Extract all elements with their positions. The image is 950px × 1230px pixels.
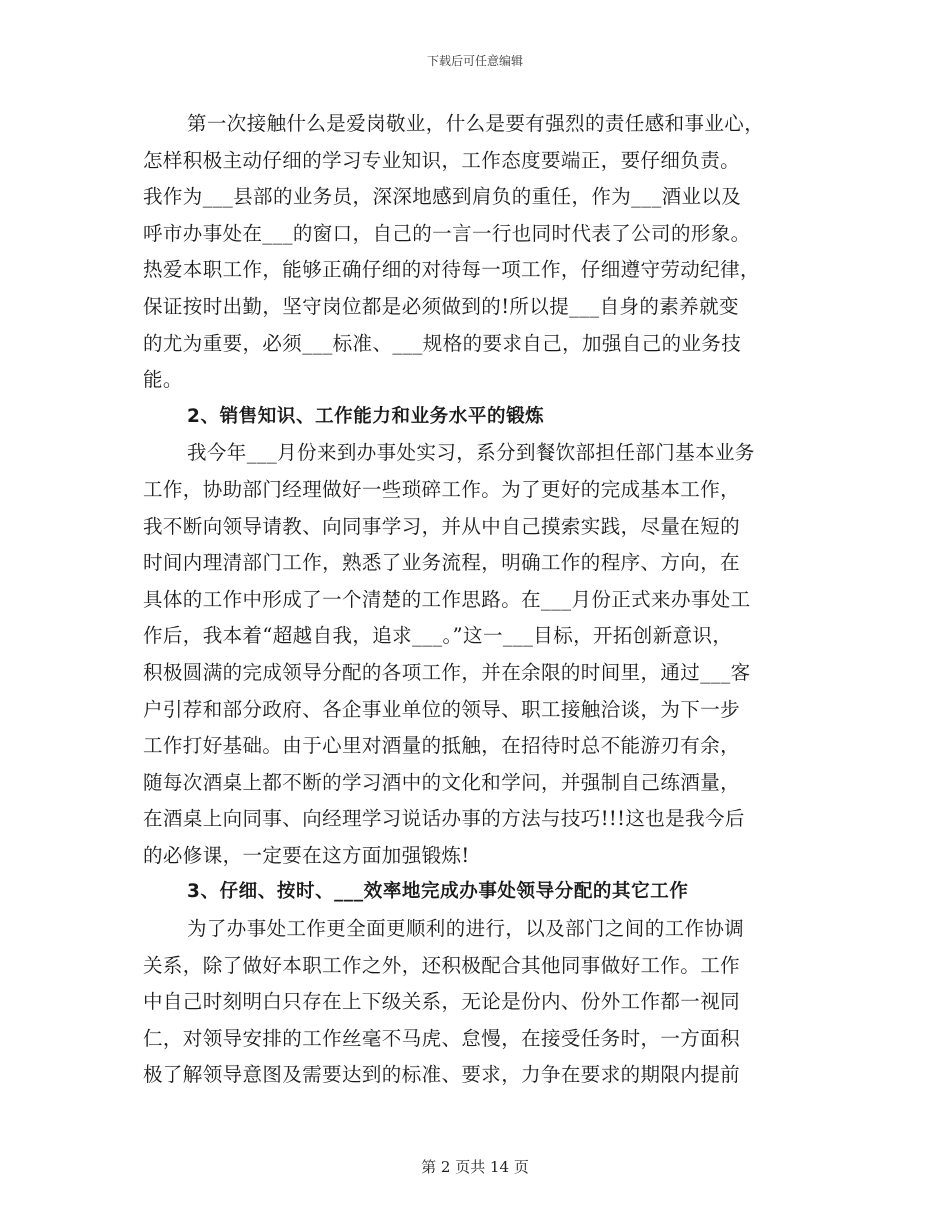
text-line: 关系，除了做好本职工作之外，还积极配合其他同事做好工作。工作 [143,953,741,977]
page-footer: 第 2 页共 14 页 [421,1158,529,1176]
text-line: 作后，我本着“超越自我，追求___。”这一___目标，开拓创新意识， [143,624,733,648]
text-line: 我作为___县部的业务员，深深地感到肩负的重任，作为___酒业以及 [143,185,742,209]
text-line: 在酒桌上向同事、向经理学习说话办事的方法与技巧!!!这也是我今后 [143,807,745,831]
text-line: 工作，协助部门经理做好一些琐碎工作。为了更好的完成基本工作， [143,477,741,501]
text-line: 积极圆满的完成领导分配的各项工作，并在余限的时间里，通过___客 [143,660,751,684]
text-line: 怎样积极主动仔细的学习专业知识，工作态度要端正，要仔细负责。 [143,148,741,172]
text-line: 热爱本职工作，能够正确仔细的对待每一项工作，仔细遵守劳动纪律， [143,258,760,282]
text-line: 第一次接触什么是爱岗敬业，什么是要有强烈的责任感和事业心， [187,112,765,135]
text-line: 我不断向领导请教、向同事学习，并从中自己摸索实践，尽量在短的 [143,514,741,538]
text-line: 户引荐和部分政府、各企事业单位的领导、职工接触洽谈，为下一步 [143,697,741,721]
text-line: 的尤为重要，必须___标准、___规格的要求自己，加强自己的业务技 [143,331,742,355]
text-line: 的必修课，一定要在这方面加强锻炼! [143,843,470,867]
text-line: 具体的工作中形成了一个清楚的工作思路。在___月份正式来办事处工 [143,587,751,611]
text-line: 工作打好基础。由于心里对酒量的抵触，在招待时总不能游刃有余， [143,734,741,758]
section-heading: 3、仔细、按时、___效率地完成办事处领导分配的其它工作 [187,881,689,903]
page-header: 下载后可任意编辑 [426,54,523,68]
text-line: 能。 [143,368,183,392]
text-line: 时间内理清部门工作，熟悉了业务流程，明确工作的程序、方向，在 [143,551,741,575]
text-line: 为了办事处工作更全面更顺利的进行，以及部门之间的工作协调 [187,917,745,941]
text-line: 呼市办事处在___的窗口，自己的一言一行也同时代表了公司的形象。 [143,221,751,245]
text-line: 仁，对领导安排的工作丝毫不马虎、怠慢，在接受任务时，一方面积 [143,1026,741,1050]
text-line: 我今年___月份来到办事处实习，系分到餐饮部担任部门基本业务 [187,441,755,465]
section-heading: 2、销售知识、工作能力和业务水平的锻炼 [187,405,545,427]
text-line: 中自己时刻明白只存在上下级关系，无论是份内、份外工作都一视同 [143,990,741,1014]
text-line: 保证按时出勤，坚守岗位都是必须做到的!所以提___自身的素养就变 [143,294,739,318]
text-line: 极了解领导意图及需要达到的标准、要求，力争在要求的期限内提前 [143,1063,741,1087]
document-body [143,106,803,1094]
text-line: 随每次酒桌上都不断的学习酒中的文化和学问，并强制自己练酒量， [143,770,741,794]
